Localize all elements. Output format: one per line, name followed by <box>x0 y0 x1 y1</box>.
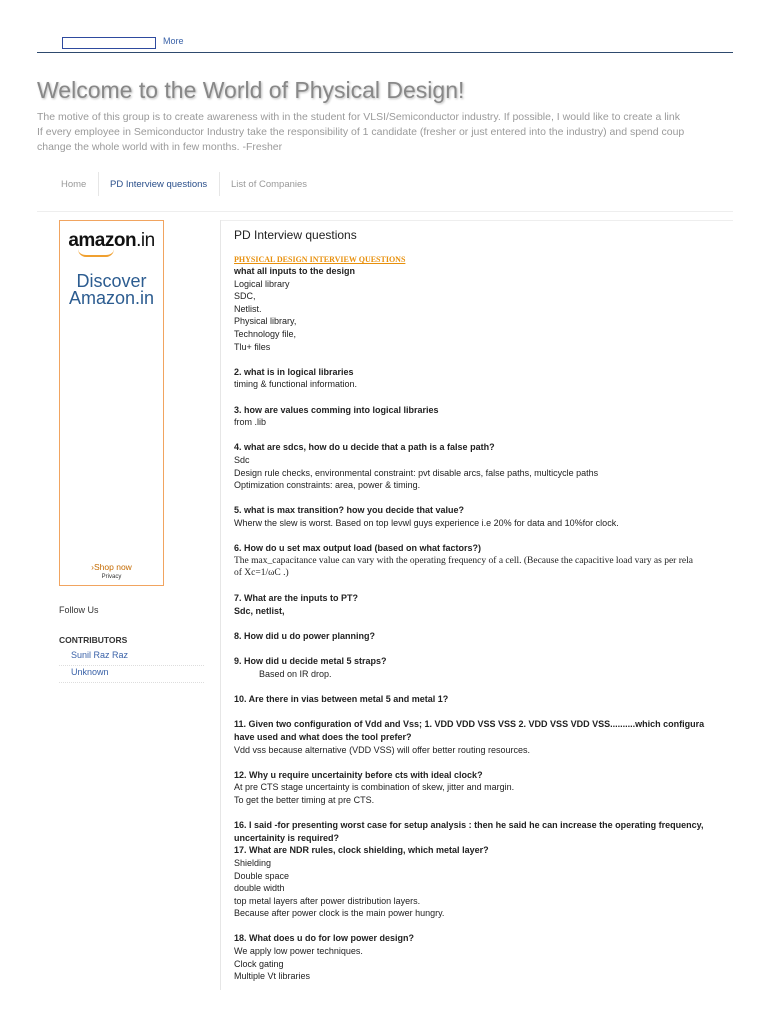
answer-line: Optimization constraints: area, power & timing. <box>234 480 421 491</box>
line-gap <box>234 681 734 694</box>
question-line: 8. How did u do power planning? <box>234 631 375 642</box>
answer-line: We apply low power techniques. <box>234 946 363 957</box>
shop-now-link[interactable]: ›Shop now <box>91 562 132 572</box>
question-line: 10. Are there in vias between metal 5 and metal 1? <box>234 694 449 705</box>
answer-line: from .lib <box>234 417 267 428</box>
tab-separator <box>219 172 220 196</box>
question-line: 5. what is max transition? how you decide that value? <box>234 505 465 516</box>
ad-privacy-link[interactable]: Privacy <box>101 574 122 580</box>
post-body <box>234 228 734 983</box>
contributor-link[interactable]: Sunil Raz Raz <box>59 650 204 666</box>
tab-home[interactable]: Home <box>61 179 87 190</box>
ad-headline: Discover Amazon.in <box>68 271 155 308</box>
follow-us-heading: Follow Us <box>59 605 99 615</box>
line-gap <box>234 643 734 656</box>
question-line: 7. What are the inputs to PT? <box>234 593 359 604</box>
question-line: 12. Why u require uncertainity before cts with ideal clock? <box>234 769 483 780</box>
main-column-border <box>220 220 221 990</box>
tab-separator <box>98 172 99 196</box>
answer-line: of Xc=1/ωC .) <box>234 568 289 579</box>
post-title: PD Interview questions <box>234 228 357 242</box>
line-gap <box>234 920 734 933</box>
blog-title[interactable]: Welcome to the World of Physical Design! <box>37 77 465 103</box>
amazon-ad-banner[interactable] <box>59 220 164 586</box>
line-gap <box>234 353 734 366</box>
answer-line: double width <box>234 883 285 894</box>
post-content <box>234 265 734 983</box>
amazon-logo: amazon.in <box>68 230 155 251</box>
answer-line: Vdd vss because alternative (VDD VSS) will offer better routing resources. <box>234 744 530 755</box>
answer-line: Physical library, <box>234 316 297 327</box>
question-line: 2. what is in logical libraries <box>234 366 354 377</box>
question-line: 16. I said -for presenting worst case for setup analysis : then he said he can increase the operating frequency, <box>234 820 704 831</box>
question-line: 6. How do u set max output load (based on what factors?) <box>234 543 482 554</box>
blog-description <box>37 110 733 155</box>
description-line: If every employee in Semiconductor Industry take the responsibility of 1 candidate (fresher or just entered into the industry) and spend coup <box>37 126 685 138</box>
line-gap <box>234 529 734 542</box>
answer-line: Technology file, <box>234 328 297 339</box>
description-line: change the whole world with in few months. -Fresher <box>37 141 283 153</box>
page-tabs <box>37 172 733 196</box>
answer-line: Netlist. <box>234 303 262 314</box>
question-line: have used and what does the tool prefer? <box>234 731 412 742</box>
answer-line: Wherw the slew is worst. Based on top levwl guys experience i.e 20% for data and 10%for clock. <box>234 517 619 528</box>
answer-line: To get the better timing at pre CTS. <box>234 794 375 805</box>
answer-line: Sdc <box>234 454 250 465</box>
answer-line: Clock gating <box>234 958 284 969</box>
question-line: 3. how are values comming into logical libraries <box>234 404 439 415</box>
search-input[interactable] <box>62 37 156 49</box>
line-gap <box>234 492 734 505</box>
more-link[interactable]: More <box>163 36 184 46</box>
tab-list-of-companies[interactable]: List of Companies <box>231 179 308 190</box>
question-line: uncertainity is required? <box>234 832 340 843</box>
question-line: 4. what are sdcs, how do u decide that a path is a false path? <box>234 442 495 453</box>
answer-line: Design rule checks, environmental constraint: pvt disable arcs, false paths, multicycle paths <box>234 467 599 478</box>
question-line: 17. What are NDR rules, clock shielding, which metal layer? <box>234 845 489 856</box>
answer-line: Logical library <box>234 278 290 289</box>
line-gap <box>234 429 734 442</box>
line-gap <box>234 580 734 593</box>
content-divider <box>37 211 733 212</box>
answer-line: The max_capacitance value can vary with the operating frequency of a cell. (Because the capacitive load vary as per rela <box>234 555 693 566</box>
line-gap <box>234 618 734 631</box>
description-line: The motive of this group is to create awareness with in the student for VLSI/Semiconductor industry. If possible, I would like to create a link <box>37 111 680 123</box>
answer-line: Double space <box>234 870 290 881</box>
main-column-top-border <box>221 220 733 221</box>
question-line: 11. Given two configuration of Vdd and Vss; 1. VDD VDD VSS VSS 2. VDD VSS VDD VSS..........which configura <box>234 719 705 730</box>
contributor-link[interactable]: Unknown <box>59 667 204 683</box>
line-gap <box>234 706 734 719</box>
question-line: Sdc, netlist, <box>234 606 285 617</box>
blogger-navbar <box>37 0 733 53</box>
tab-pd-interview-questions[interactable]: PD Interview questions <box>110 179 208 190</box>
contributors-heading: CONTRIBUTORS <box>59 635 128 645</box>
answer-line: Shielding <box>234 857 272 868</box>
answer-line: Based on IR drop. <box>259 669 332 679</box>
answer-line: Tlu+ files <box>234 341 271 352</box>
line-gap <box>234 807 734 820</box>
post-subtitle-link[interactable]: PHYSICAL DESIGN INTERVIEW QUESTIONS <box>234 255 406 264</box>
line-gap <box>234 756 734 769</box>
answer-line: Multiple Vt libraries <box>234 971 311 982</box>
question-line: what all inputs to the design <box>234 266 356 276</box>
line-gap <box>234 391 734 404</box>
answer-line: timing & functional information. <box>234 379 358 390</box>
question-line: 9. How did u decide metal 5 straps? <box>234 656 387 667</box>
answer-line: top metal layers after power distribution layers. <box>234 895 421 906</box>
answer-line: Because after power clock is the main power hungry. <box>234 908 445 919</box>
answer-line: SDC, <box>234 291 256 302</box>
question-line: 18. What does u do for low power design? <box>234 933 415 944</box>
answer-line: At pre CTS stage uncertainty is combination of skew, jitter and margin. <box>234 782 515 793</box>
